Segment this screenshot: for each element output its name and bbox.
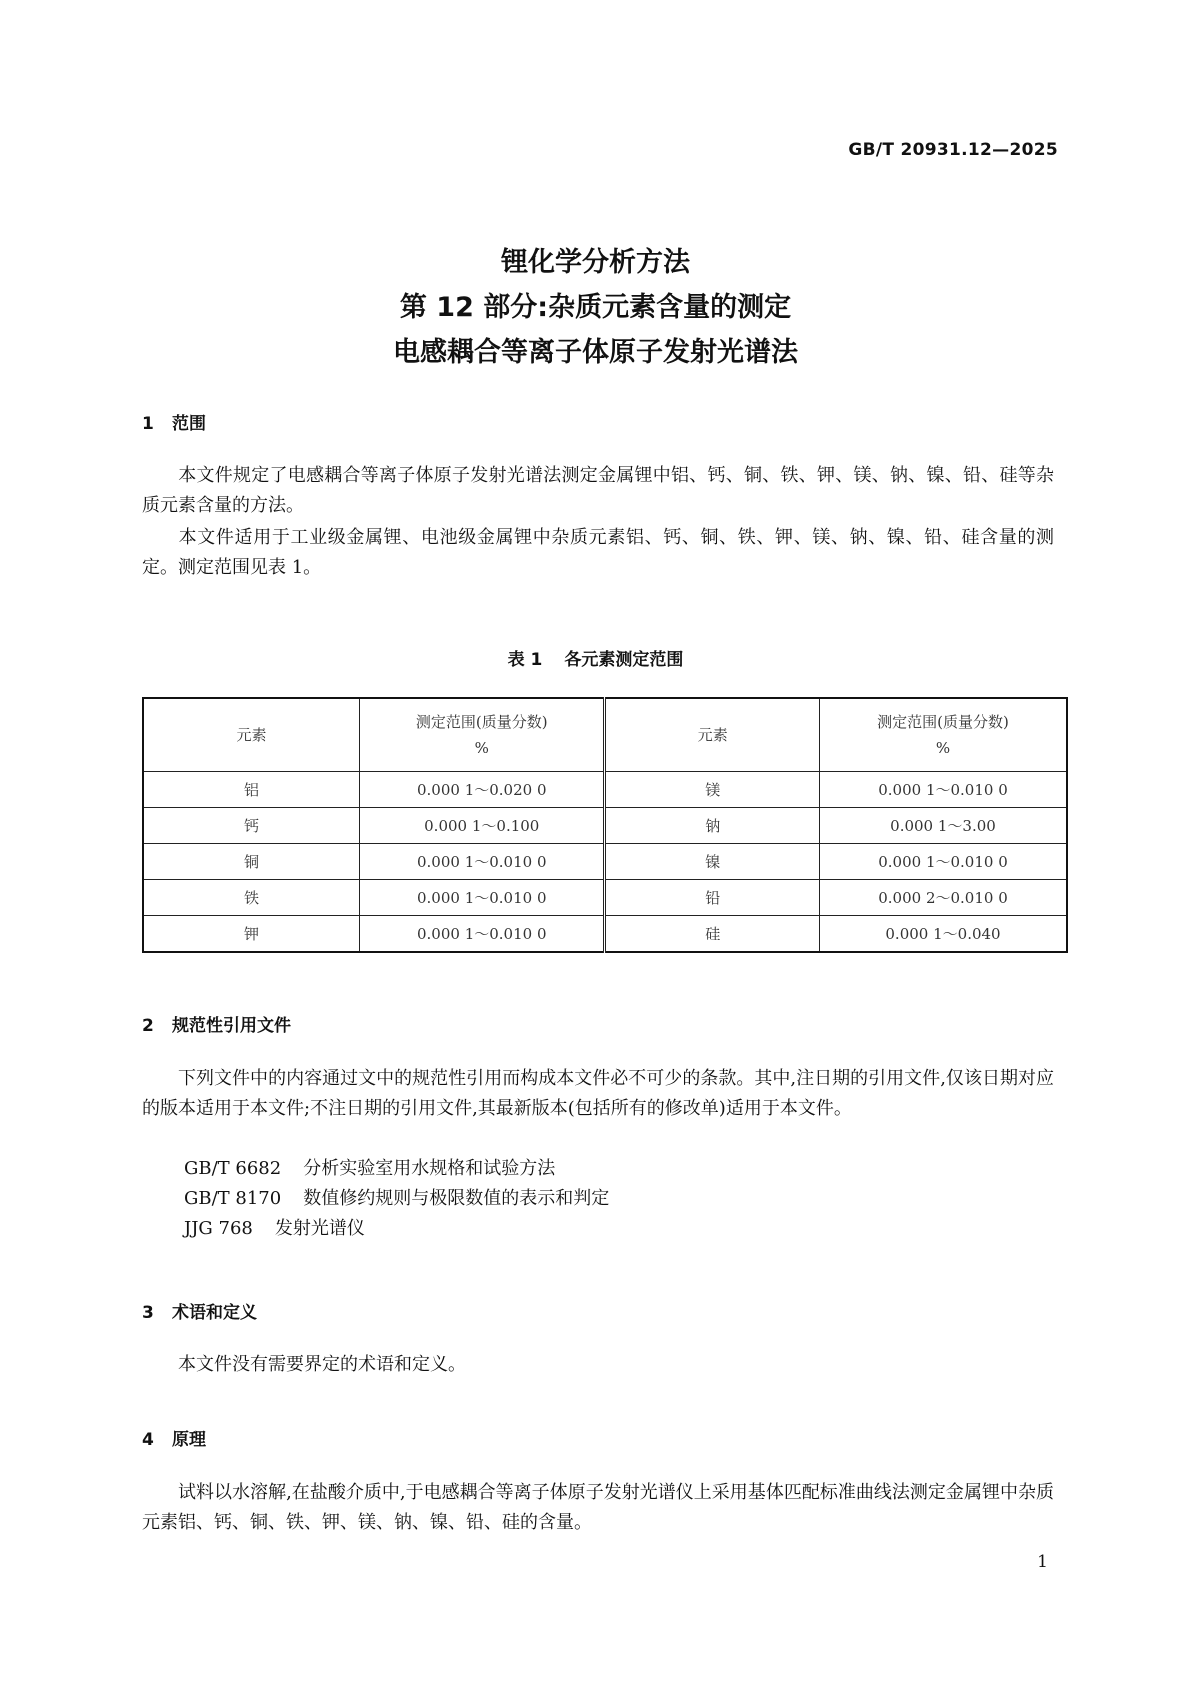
table-caption [0, 645, 1191, 670]
title-line-1: 锂化学分析方法 [501, 247, 690, 278]
range-cell: 0.000 1～0.100 [360, 808, 605, 844]
header-range-1: 测定范围(质量分数) % [360, 698, 605, 772]
section-2-heading [142, 1011, 291, 1036]
reference-title: 发射光谱仪 [274, 1218, 365, 1239]
range-cell: 0.000 1～0.010 0 [819, 844, 1067, 880]
table-row [143, 880, 1067, 916]
element-cell: 钾 [143, 916, 360, 953]
reference-title: 数值修约规则与极限数值的表示和判定 [303, 1188, 610, 1209]
element-cell: 镁 [605, 772, 820, 808]
reference-code: GB/T 6682 [184, 1158, 282, 1179]
table-row [143, 916, 1067, 953]
table-title: 各元素测定范围 [564, 650, 684, 670]
range-cell: 0.000 1～3.00 [819, 808, 1067, 844]
section-3-paragraph-1: 本文件没有需要界定的术语和定义。 [178, 1354, 466, 1375]
table-row [143, 772, 1067, 808]
range-cell: 0.000 1～0.010 0 [360, 880, 605, 916]
section-4-paragraph-1: 试料以水溶解,在盐酸介质中,于电感耦合等离子体原子发射光谱仪上采用基体匹配标准曲线法测定金属锂中杂质元素铝、钙、铜、铁、钾、镁、钠、镍、铅、硅的含量。 [142, 1482, 1054, 1533]
section-1-heading [142, 409, 206, 434]
section-2-paragraph-1: 下列文件中的内容通过文中的规范性引用而构成本文件必不可少的条款。其中,注日期的引用文件,仅该日期对应的版本适用于本文件;不注日期的引用文件,其最新版本(包括所有的修改单)适用于本文件。 [142, 1068, 1054, 1119]
document-title [0, 240, 1191, 375]
range-cell: 0.000 1～0.040 [819, 916, 1067, 953]
section-number: 2 [142, 1016, 154, 1036]
section-3-heading [142, 1298, 257, 1323]
reference-code: JJG 768 [184, 1218, 253, 1239]
element-cell: 铅 [605, 880, 820, 916]
element-cell: 钙 [143, 808, 360, 844]
range-cell: 0.000 1～0.010 0 [360, 916, 605, 953]
table-row [143, 808, 1067, 844]
reference-code: GB/T 8170 [184, 1188, 282, 1209]
page-number: 1 [1037, 1552, 1048, 1572]
range-cell: 0.000 1～0.010 0 [819, 772, 1067, 808]
section-4-heading [142, 1425, 206, 1450]
range-cell: 0.000 2～0.010 0 [819, 880, 1067, 916]
section-title: 原理 [172, 1430, 206, 1450]
header-element-1: 元素 [143, 698, 360, 772]
standard-code: GB/T 20931.12—2025 [848, 140, 1058, 160]
reference-item [184, 1214, 365, 1244]
range-cell: 0.000 1～0.010 0 [360, 844, 605, 880]
element-cell: 硅 [605, 916, 820, 953]
section-1-paragraph-1: 本文件规定了电感耦合等离子体原子发射光谱法测定金属锂中铝、钙、铜、铁、钾、镁、钠、镍、铅、硅等杂质元素含量的方法。 [142, 465, 1054, 516]
section-number: 4 [142, 1430, 154, 1450]
section-number: 3 [142, 1303, 154, 1323]
element-cell: 铝 [143, 772, 360, 808]
section-1-paragraph-2: 本文件适用于工业级金属锂、电池级金属锂中杂质元素铝、钙、铜、铁、钾、镁、钠、镍、铅、硅含量的测定。测定范围见表 1。 [142, 527, 1054, 578]
table-row [143, 844, 1067, 880]
table-number: 表 1 [507, 650, 543, 670]
section-title: 术语和定义 [172, 1303, 257, 1323]
element-cell: 铁 [143, 880, 360, 916]
section-title: 范围 [172, 414, 206, 434]
element-cell: 镍 [605, 844, 820, 880]
title-line-3: 电感耦合等离子体原子发射光谱法 [393, 337, 798, 368]
range-cell: 0.000 1～0.020 0 [360, 772, 605, 808]
element-cell: 铜 [143, 844, 360, 880]
header-element-2: 元素 [605, 698, 820, 772]
title-line-2: 第 12 部分:杂质元素含量的测定 [399, 292, 792, 323]
table-header-row [143, 698, 1067, 772]
header-range-2: 测定范围(质量分数) % [819, 698, 1067, 772]
reference-item [184, 1184, 609, 1214]
section-number: 1 [142, 414, 154, 434]
element-cell: 钠 [605, 808, 820, 844]
element-range-table [142, 697, 1068, 953]
reference-title: 分析实验室用水规格和试验方法 [303, 1158, 556, 1179]
section-title: 规范性引用文件 [172, 1016, 291, 1036]
reference-item [184, 1154, 555, 1184]
